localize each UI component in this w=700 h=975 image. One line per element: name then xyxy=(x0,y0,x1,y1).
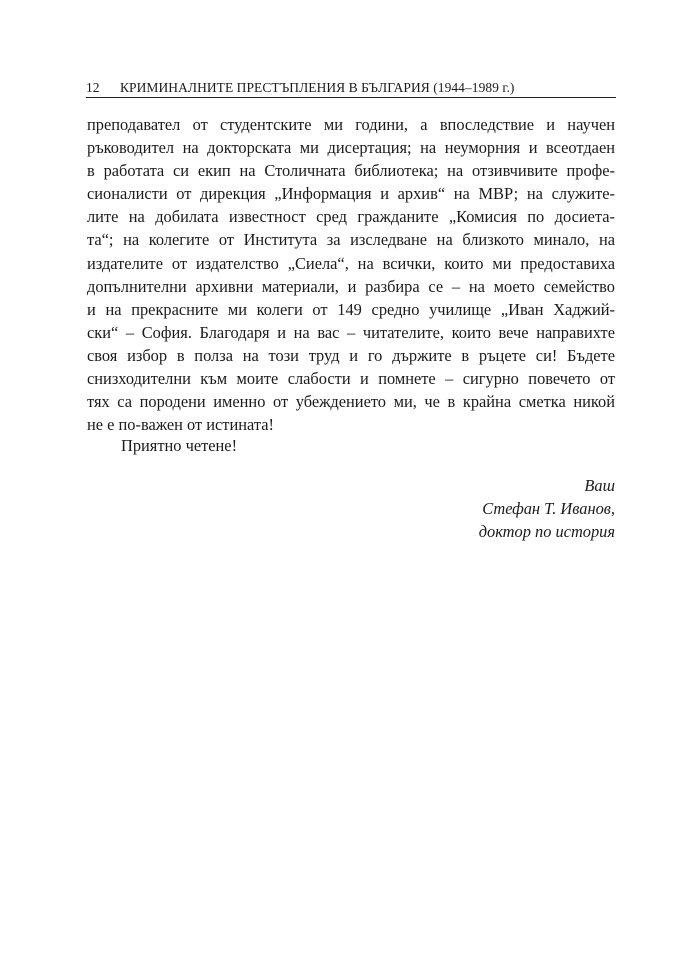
text-line: ръководител на докторската ми дисертация; на неуморния и всеотдаен xyxy=(87,138,615,158)
text-line: преподавател от студентските ми години, а впоследствие и научен xyxy=(87,115,615,134)
text-line: сионалисти от дирекция „Информация и архив“ на МВР; на служите- xyxy=(87,184,615,204)
text-line: издателите от издателство „Сиела“, на всички, които ми предоставиха xyxy=(87,253,615,273)
closing-line: Приятно четене! xyxy=(121,436,238,455)
text-line: та“; на колегите от Института за изследване на близкото минало, на xyxy=(87,230,615,250)
text-line: снизходителни към моите слабости и помнете – сигурно повечето от xyxy=(87,369,615,389)
text-line: тях са породени именно от убеждението ми, че в крайна сметка никой xyxy=(87,392,615,412)
page-number: 12 xyxy=(86,80,100,95)
signature-salutation: Ваш xyxy=(584,476,615,495)
text-line-last: не е по-важен от истината! xyxy=(87,415,274,435)
signature-author-title: доктор по история xyxy=(478,522,615,541)
text-line: лите на добилата известност сред гражданите „Комисия по досиета- xyxy=(87,207,615,227)
text-line: в работата си екип на Столичната библиотека; на отзивчивите профе- xyxy=(87,161,615,181)
text-line: допълнителни архивни материали, и разбира се – на моето семейство xyxy=(87,276,615,296)
body-paragraph xyxy=(87,113,615,436)
signature-author-name: Стефан Т. Иванов, xyxy=(482,499,615,518)
signature-block xyxy=(479,474,615,543)
running-title: КРИМИНАЛНИТЕ ПРЕСТЪПЛЕНИЯ В БЪЛГАРИЯ (1944–1989 г.) xyxy=(120,80,515,95)
text-line: своя избор в полза на този труд и го държите в ръцете си! Бъдете xyxy=(87,345,615,365)
running-header xyxy=(86,79,616,98)
text-line: ски“ – София. Благодаря и на вас – читателите, които вече направихте xyxy=(87,322,615,342)
text-line: и на прекрасните ми колеги от 149 средно училище „Иван Хаджий- xyxy=(87,299,615,319)
